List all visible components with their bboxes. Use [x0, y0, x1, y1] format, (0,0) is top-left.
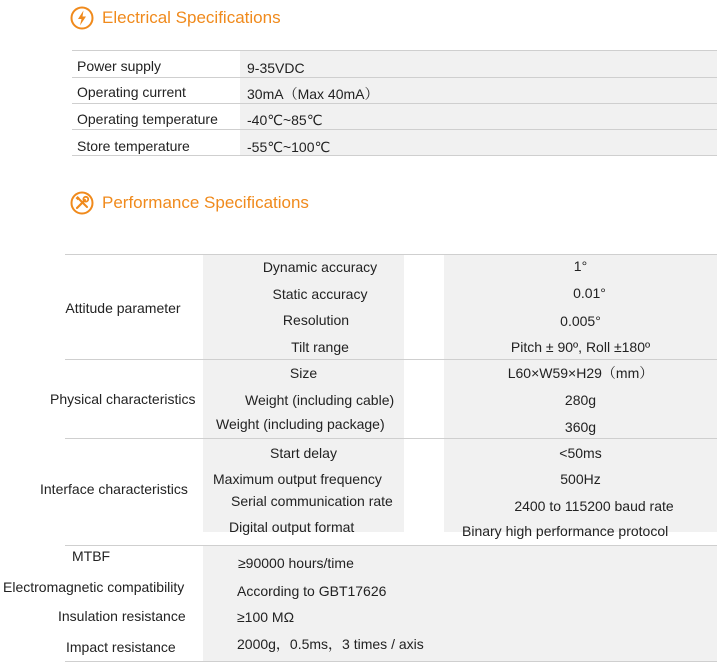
param-label: Tilt range [291, 339, 349, 355]
single-value: 2000g，0.5ms，3 times / axis [237, 636, 424, 652]
param-label: Resolution [282, 312, 350, 328]
group-rule [65, 661, 717, 662]
single-label: MTBF [72, 548, 111, 564]
param-value: 500Hz [560, 471, 601, 487]
param-label: Dynamic accuracy [262, 259, 378, 275]
param-value: 1° [573, 258, 588, 274]
single-value: According to GBT17626 [237, 583, 387, 599]
electrical-rule [72, 77, 717, 78]
param-label: Size [289, 365, 318, 381]
param-label: Static accuracy [272, 286, 368, 302]
performance-title-text: Performance Specifications [102, 193, 309, 212]
electrical-rule [72, 50, 717, 51]
group-rule [65, 545, 717, 546]
group-label: Attitude parameter [65, 300, 181, 316]
group-rule [65, 254, 717, 255]
single-value: ≥90000 hours/time [238, 555, 354, 571]
lightning-icon [70, 6, 94, 30]
group-label: Physical characteristics [50, 391, 196, 407]
tools-icon [70, 191, 94, 215]
single-label: Electromagnetic compatibility [3, 579, 185, 595]
electrical-label: Operating temperature [77, 111, 218, 127]
electrical-rule [72, 129, 717, 130]
single-label: Insulation resistance [58, 608, 186, 624]
param-label: Weight (including cable) [245, 392, 395, 408]
group-label: Interface characteristics [40, 481, 188, 497]
electrical-label: Power supply [77, 58, 162, 74]
electrical-label: Store temperature [77, 138, 190, 154]
electrical-label: Operating current [77, 84, 186, 100]
param-value: Binary high performance protocol [462, 523, 669, 539]
single-value: ≥100 MΩ [237, 609, 295, 625]
electrical-value: 9-35VDC [247, 60, 305, 76]
param-value: L60×W59×H29（mm） [507, 365, 654, 381]
param-label: Digital output format [229, 519, 355, 535]
param-label: Maximum output frequency [213, 471, 382, 487]
param-value: 0.005° [560, 313, 601, 329]
param-label: Serial communication rate [231, 493, 393, 509]
electrical-value: 30mA（Max 40mA） [247, 86, 379, 102]
electrical-value: -40℃~85℃ [247, 112, 323, 128]
single-label: Impact resistance [66, 639, 176, 655]
electrical-title-text: Electrical Specifications [102, 8, 281, 27]
group-rule [65, 359, 717, 360]
param-value: 280g [564, 392, 597, 408]
electrical-section-title [70, 6, 281, 30]
electrical-value: -55℃~100℃ [247, 139, 331, 155]
electrical-rule [72, 103, 717, 104]
param-label: Start delay [270, 445, 337, 461]
param-label: Weight (including package) [216, 416, 385, 432]
param-value: 360g [564, 419, 597, 435]
param-value: Pitch ± 90º, Roll ±180º [510, 339, 651, 355]
group-rule [65, 438, 717, 439]
param-value: 0.01° [573, 285, 606, 301]
param-value: <50ms [559, 445, 602, 461]
performance-section-title [70, 191, 309, 215]
param-value: 2400 to 115200 baud rate [514, 498, 674, 514]
electrical-rule [72, 155, 717, 156]
